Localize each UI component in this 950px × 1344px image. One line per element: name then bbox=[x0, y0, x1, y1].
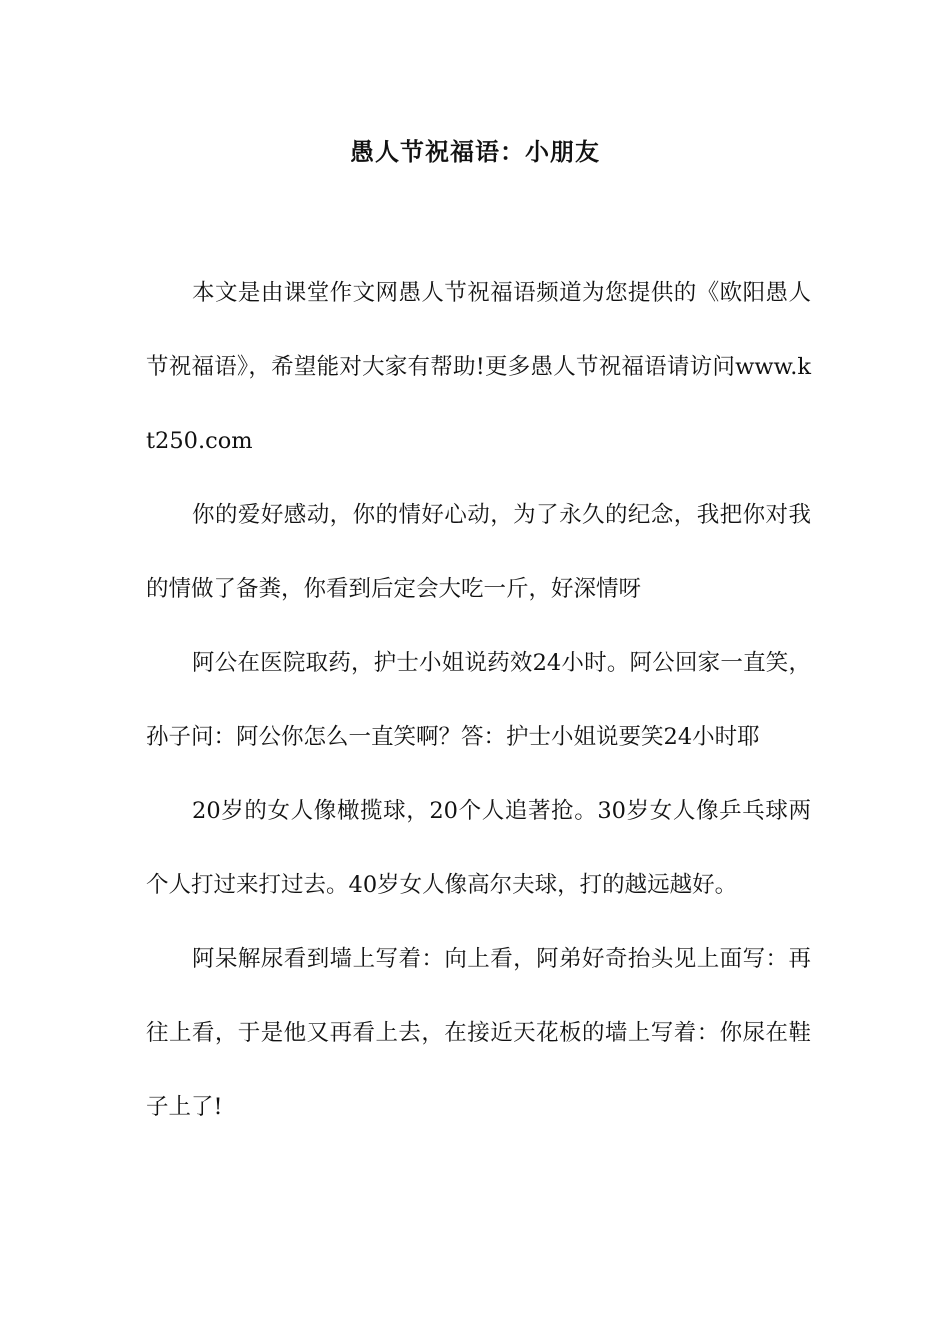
paragraph-intro: 本文是由课堂作文网愚人节祝福语频道为您提供的《欧阳愚人节祝福语》，希望能对大家有帮助!更多愚人节祝福语请访问www.kt250.com bbox=[146, 280, 811, 454]
document-body bbox=[146, 256, 811, 1144]
paragraph-wall-joke: 阿呆解尿看到墙上写着：向上看，阿弟好奇抬头见上面写：再往上看，于是他又再看上去，在接近天花板的墙上写着：你尿在鞋子上了! bbox=[146, 946, 811, 1120]
paragraph-grandpa-joke: 阿公在医院取药，护士小姐说药效24小时。阿公回家一直笑，孙子问：阿公你怎么一直笑啊？答：护士小姐说要笑24小时耶 bbox=[146, 650, 811, 750]
paragraph-blessing: 你的爱好感动，你的情好心动，为了永久的纪念，我把你对我的情做了备粪，你看到后定会大吃一斤，好深情呀 bbox=[146, 502, 811, 602]
paragraph-ball-joke: 20岁的女人像橄揽球，20个人追著抢。30岁女人像乒乓球两个人打过来打过去。40岁女人像高尔夫球，打的越远越好。 bbox=[146, 798, 811, 898]
document-title: 愚人节祝福语：小朋友 bbox=[350, 137, 600, 166]
